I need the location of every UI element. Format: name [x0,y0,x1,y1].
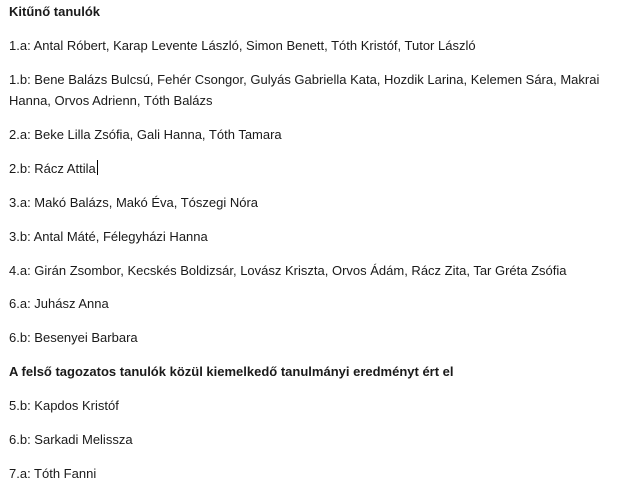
class-line-6b: 6.b: Besenyei Barbara [9,330,138,345]
class-line-4a: 4.a: Girán Zsombor, Kecskés Boldizsár, Lovász Kriszta, Orvos Ádám, Rácz Zita, Tar Gréta Zsófia [9,263,567,278]
class-line-3b: 3.b: Antal Máté, Félegyházi Hanna [9,229,208,244]
class-line-2b [9,158,98,179]
text-cursor [97,160,98,175]
class-line-2a: 2.a: Beke Lilla Zsófia, Gali Hanna, Tóth Tamara [9,127,282,142]
achiever-line-5b: 5.b: Kapdos Kristóf [9,398,119,413]
achiever-line-6b: 6.b: Sarkadi Melissza [9,432,133,447]
class-line-1a: 1.a: Antal Róbert, Karap Levente László, Simon Benett, Tóth Kristóf, Tutor László [9,38,476,53]
class-line-3a: 3.a: Makó Balázs, Makó Éva, Tószegi Nóra [9,195,259,210]
section-heading-upper-grade-achievers: A felső tagozatos tanulók közül kiemelkedő tanulmányi eredményt ért el [9,364,454,379]
class-line-2b-text: 2.b: Rácz Attila [9,161,96,176]
class-line-1b: 1.b: Bene Balázs Bulcsú, Fehér Csongor, Gulyás Gabriella Kata, Hozdik Larina, Kelemen Sára, Makrai Hanna, Orvos Adrienn, Tóth Balázs [9,72,600,108]
achiever-line-7a: 7.a: Tóth Fanni [9,466,97,481]
class-line-6a: 6.a: Juhász Anna [9,296,109,311]
section-heading-excellent-students: Kitűnő tanulók [9,4,100,19]
